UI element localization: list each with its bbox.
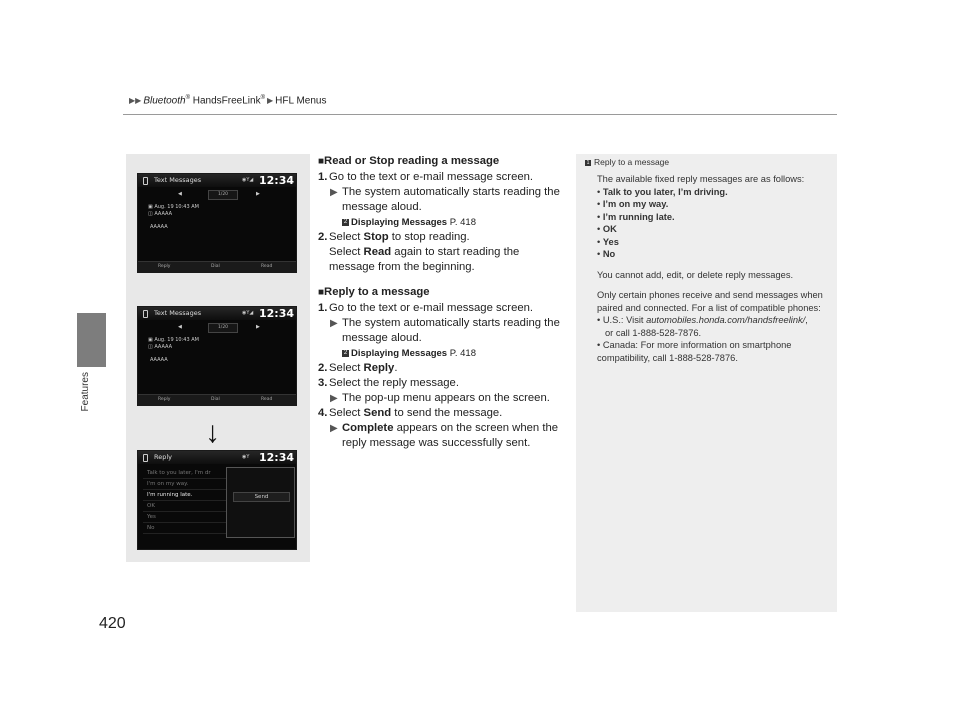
step-number: 2. — [318, 231, 328, 243]
screen-clock: 12:34 — [258, 451, 294, 464]
note-reply-item: • I’m running late. — [597, 211, 675, 222]
phone-icon — [143, 310, 148, 318]
reply-list — [143, 468, 228, 534]
breadcrumb-bluetooth: Bluetooth — [143, 95, 186, 107]
screen-buttons — [138, 394, 296, 405]
chapter-tab — [77, 313, 106, 367]
square-bullet-icon: ■ — [318, 287, 325, 298]
screen-title-bar — [138, 451, 296, 464]
note-only: Only certain phones receive and send messages when paired and connected. For a list of compatible phones: — [597, 290, 823, 313]
message-time: ▣ Aug. 19 10:43 AM — [148, 337, 199, 343]
screen-title-bar — [138, 174, 296, 187]
reply-item: Talk to you later, I'm dr — [143, 468, 228, 479]
reply-item: OK — [143, 501, 228, 512]
signal-icon: ◉Y◢ — [242, 177, 254, 183]
text-messages-screen — [137, 306, 297, 406]
message-sender: ◫ AAAAA — [148, 211, 172, 217]
header-rule — [123, 114, 837, 115]
note-us-call: or call 1-888-528-7876. — [605, 327, 702, 338]
reply-screen — [137, 450, 297, 550]
message-body: AAAAA — [150, 224, 168, 230]
dial-button: Dial — [211, 264, 220, 269]
screen-buttons — [138, 261, 296, 272]
prev-arrow-icon: ◀ — [178, 191, 182, 197]
reply-button: Reply — [158, 397, 171, 402]
note-reply-item: • Talk to you later, I’m driving. — [597, 186, 728, 197]
step-number: 1. — [318, 302, 328, 314]
note-reply-item: • OK — [597, 224, 617, 234]
message-counter: 1/20 — [208, 190, 238, 200]
instructions — [318, 154, 568, 451]
send-button: Send — [233, 492, 290, 502]
note-reply-item: • No — [597, 249, 616, 259]
phone-icon — [143, 177, 148, 185]
xref-icon: 2 — [343, 349, 348, 356]
message-body: AAAAA — [150, 357, 168, 363]
note-intro: The available fixed reply messages are as follows: — [597, 174, 805, 184]
step-number: 3. — [318, 377, 328, 389]
result-arrow-icon: ▶ — [330, 318, 338, 329]
phone-icon — [143, 454, 148, 462]
note-title: 1 Reply to a message — [586, 157, 670, 167]
us-link[interactable]: automobiles.honda.com/handsfreelink/ — [646, 315, 806, 325]
message-time: ▣ Aug. 19 10:43 AM — [148, 204, 199, 210]
step-result: ▶ The system automatically starts reading the message aloud. — [330, 186, 560, 213]
step: 2. Select Stop to stop reading. Select Read again to start reading the message from the beginning. — [318, 231, 520, 273]
registered-mark: ® — [260, 95, 266, 101]
prev-arrow-icon: ◀ — [178, 324, 182, 330]
note-cannot: You cannot add, edit, or delete reply messages. — [597, 269, 794, 280]
cross-reference[interactable]: 2 Displaying Messages P. 418 — [343, 348, 476, 359]
chapter-label: Features — [80, 372, 91, 412]
screen-title: Text Messages — [154, 309, 202, 317]
square-bullet-icon: ■ — [318, 156, 325, 167]
note-reply-item: • I’m on my way. — [597, 199, 669, 209]
read-button: Read — [261, 397, 273, 402]
reply-button: Reply — [158, 264, 171, 269]
step-result: ▶ The system automatically starts reading the message aloud. — [330, 317, 560, 344]
message-counter: 1/20 — [208, 323, 238, 333]
step: 3. Select the reply message. — [318, 377, 459, 389]
note-icon: 1 — [586, 159, 590, 166]
xref-icon: 2 — [343, 218, 348, 225]
section-heading: ■Read or Stop reading a message — [318, 155, 500, 167]
result-arrow-icon: ▶ — [330, 393, 338, 404]
read-button: Read — [261, 264, 273, 269]
down-arrow-icon: ↓ — [205, 416, 220, 449]
screen-title: Text Messages — [154, 176, 202, 184]
step-result: ▶ The pop-up menu appears on the screen. — [330, 392, 550, 404]
message-nav — [168, 191, 268, 198]
note-reply-item: • Yes — [597, 236, 619, 247]
screen-title: Reply — [154, 453, 173, 461]
step-number: 1. — [318, 171, 328, 183]
screen-clock: 12:34 — [258, 307, 294, 320]
message-sender: ◫ AAAAA — [148, 344, 172, 350]
result-arrow-icon: ▶ — [330, 187, 338, 198]
note-canada: • Canada: For more information on smartphone compatibility, call 1-888-528-7876. — [597, 340, 792, 363]
breadcrumb-arrow-icon: ▶▶ — [129, 96, 142, 106]
page-number: 420 — [99, 615, 126, 632]
screen-title-bar — [138, 307, 296, 320]
message-nav — [168, 324, 268, 331]
cross-reference[interactable]: 2 Displaying Messages P. 418 — [343, 217, 476, 228]
reply-item: I'm on my way. — [143, 479, 228, 490]
step: 4. Select Send to send the message. — [318, 407, 503, 419]
dial-button: Dial — [211, 397, 220, 402]
signal-icon: ◉Y◢ — [242, 310, 254, 316]
step-number: 4. — [318, 407, 328, 419]
next-arrow-icon: ▶ — [256, 191, 260, 197]
section-heading: ■Reply to a message — [318, 286, 430, 298]
result-arrow-icon: ▶ — [330, 423, 338, 434]
next-arrow-icon: ▶ — [256, 324, 260, 330]
reply-item: Yes — [143, 512, 228, 523]
signal-icon: ◉Y — [242, 454, 250, 460]
step: 2. Select Reply. — [318, 362, 398, 374]
registered-mark: ® — [185, 95, 190, 101]
breadcrumb-arrow-icon: ▶ — [267, 96, 274, 106]
text-messages-screen — [137, 173, 297, 273]
breadcrumb — [129, 95, 327, 106]
note-us: • U.S.: Visit automobiles.honda.com/handsfreelink/, — [597, 315, 808, 325]
step-number: 2. — [318, 362, 328, 374]
reply-item-selected: I'm running late. — [143, 490, 228, 501]
send-popup — [226, 467, 295, 538]
step: 1. Go to the text or e-mail message screen. — [318, 302, 534, 314]
note-body — [597, 173, 829, 364]
breadcrumb-handsfreelink: HandsFreeLink — [190, 95, 261, 107]
reply-item: No — [143, 523, 228, 534]
breadcrumb-hfl-menus: HFL Menus — [275, 95, 327, 107]
step: 1. Go to the text or e-mail message screen. — [318, 171, 534, 183]
screen-clock: 12:34 — [258, 174, 294, 187]
step-result: ▶ Complete appears on the screen when the reply message was successfully sent. — [330, 422, 559, 449]
